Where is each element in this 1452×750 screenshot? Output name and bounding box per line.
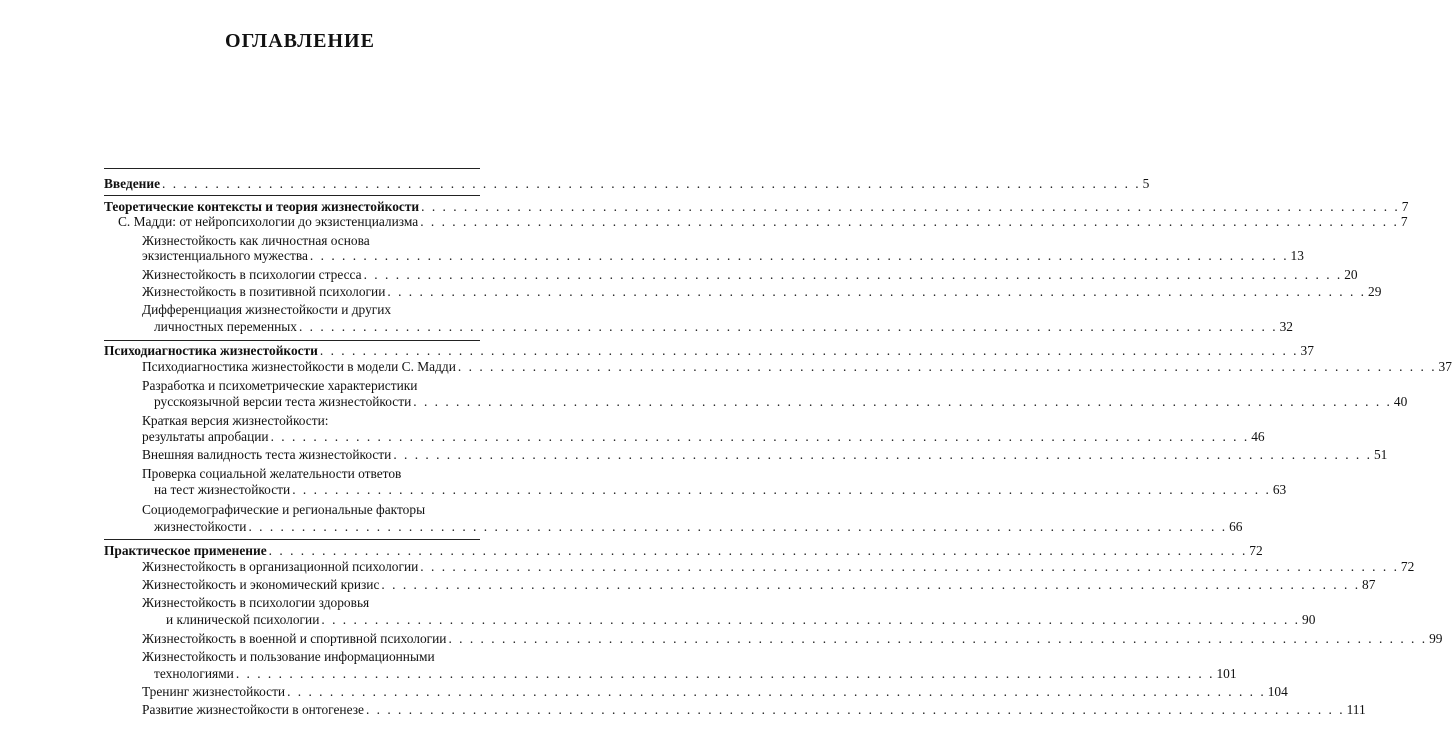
toc-entry-text: Разработка и психометрические характеристики: [142, 378, 418, 393]
toc-entry-page: 104: [1267, 684, 1288, 699]
toc-entry: [142, 446, 1388, 463]
leader-dots: [310, 247, 1289, 264]
leader-dots: [299, 318, 1278, 335]
toc-entry-text: Краткая версия жизнестойкости:: [142, 413, 329, 428]
toc-entry-text: Введение: [104, 176, 161, 191]
toc-entry-page: 32: [1279, 319, 1293, 334]
toc-entry-page: 99: [1429, 631, 1443, 646]
toc-entry-text: Практическое применение: [104, 543, 267, 558]
toc-entry-text: личностных переменных: [154, 319, 297, 334]
toc-entry-page: 20: [1344, 267, 1358, 282]
toc-entry-text: Социодемографические и региональные факторы: [142, 502, 426, 517]
toc-entry-page: 87: [1362, 577, 1376, 592]
toc-entry-text: Проверка социальной желательности ответов: [142, 466, 402, 481]
toc-entry-text: Внешняя валидность теста жизнестойкости: [142, 447, 392, 462]
toc-entry-page: 66: [1229, 519, 1243, 534]
toc-entry-text: Жизнестойкость и экономический кризис: [142, 577, 380, 592]
toc-entry: [142, 683, 1288, 700]
toc-entry-text: технологиями: [154, 666, 234, 681]
toc-entry-text: Жизнестойкость как личностная основа: [142, 233, 370, 248]
toc-entry-page: 111: [1346, 702, 1366, 717]
toc-entry: [142, 630, 1443, 647]
toc-entry: [154, 518, 1243, 535]
toc-entry-text: Жизнестойкость в психологии стресса: [142, 267, 362, 282]
leader-dots: [420, 213, 1399, 230]
toc-entry-text: экзистенциального мужества: [142, 248, 308, 263]
toc-entry-text: Жизнестойкость в организационной психологии: [142, 559, 419, 574]
toc-entry-text: Жизнестойкость в психологии здоровья: [142, 595, 370, 610]
toc-entry-text: и клинической психологии: [166, 612, 320, 627]
toc-entry: [154, 665, 1237, 682]
toc-entry-page: 63: [1272, 482, 1287, 497]
toc-entry: [142, 247, 1304, 264]
toc-entry-page: 51: [1373, 447, 1388, 462]
toc-entry-text: Жизнестойкость в позитивной психологии: [142, 284, 386, 299]
toc-entry-page: 46: [1251, 429, 1265, 444]
leader-dots: [321, 611, 1300, 628]
toc-entry: [154, 318, 1293, 335]
toc-entry-text: Тренинг жизнестойкости: [142, 684, 286, 699]
toc-entry-text: Теоретические контексты и теория жизнестойкости: [104, 199, 420, 214]
section-divider: [104, 539, 480, 540]
leader-dots: [413, 393, 1392, 410]
leader-dots: [393, 446, 1372, 463]
toc-entry: [142, 266, 1358, 283]
toc-entry-page: 7: [1401, 199, 1409, 214]
toc-entry: [142, 428, 1265, 445]
toc-entry-text: Развитие жизнестойкости в онтогенезе: [142, 702, 364, 717]
toc-entry-page: 101: [1216, 666, 1237, 681]
toc-entry-page: 13: [1290, 248, 1304, 263]
toc-entry-page: 72: [1249, 543, 1263, 558]
toc-entry: [166, 611, 1316, 628]
toc-entry-page: 72: [1400, 559, 1415, 574]
page-title: ОГЛАВЛЕНИЕ: [225, 30, 375, 52]
leader-dots: [458, 358, 1437, 375]
toc-entry-text: русскоязычной версии теста жизнестойкости: [154, 394, 412, 409]
toc-entry-text: Психодиагностика жизнестойкости: [104, 343, 318, 358]
toc-entry: [142, 576, 1376, 593]
leader-dots: [387, 283, 1366, 300]
section-divider: [104, 195, 480, 196]
leader-dots: [381, 576, 1360, 593]
toc-entry-text: Психодиагностика жизнестойкости в модели С. Мадди: [142, 359, 456, 374]
section-divider: [104, 340, 480, 341]
leader-dots: [364, 266, 1343, 283]
toc-section-title: [104, 342, 1314, 359]
leader-dots: [287, 683, 1266, 700]
leader-dots: [162, 175, 1141, 192]
toc-entry-page: 37: [1438, 359, 1452, 374]
toc-entry-text: Жизнестойкость и пользование информационными: [142, 649, 435, 664]
leader-dots: [292, 481, 1271, 498]
toc-entry-page: 7: [1400, 214, 1408, 229]
leader-dots: [248, 518, 1227, 535]
toc-entry-text: Дифференциация жизнестойкости и других: [142, 302, 392, 317]
toc-entry-text: на тест жизнестойкости: [154, 482, 291, 497]
toc-section-title: [104, 542, 1263, 559]
toc-entry-page: 90: [1302, 612, 1316, 627]
leader-dots: [366, 701, 1345, 718]
toc-entry: [118, 213, 1408, 230]
toc-entry: [142, 701, 1366, 718]
leader-dots: [271, 428, 1250, 445]
toc-entry-text: жизнестойкости: [154, 519, 247, 534]
toc-entry-introduction: [104, 175, 1150, 192]
leader-dots: [320, 342, 1299, 359]
toc-entry: [154, 481, 1287, 498]
toc-entry-text: результаты апробации: [142, 429, 269, 444]
toc-entry-page: 37: [1300, 343, 1314, 358]
toc-entry: [142, 283, 1382, 300]
toc-entry-text: Жизнестойкость в военной и спортивной психологии: [142, 631, 447, 646]
toc-entry: [154, 393, 1408, 410]
leader-dots: [448, 630, 1427, 647]
toc-entry-page: 40: [1393, 394, 1408, 409]
toc-entry-page: 5: [1142, 176, 1150, 191]
toc-entry-text: С. Мадди: от нейропсихологии до экзистенциализма: [118, 214, 419, 229]
leader-dots: [236, 665, 1215, 682]
toc-entry-page: 29: [1368, 284, 1382, 299]
leader-dots: [420, 558, 1399, 575]
leader-dots: [269, 542, 1248, 559]
section-divider: [104, 168, 480, 169]
toc-entry: [142, 358, 1452, 375]
toc-entry: [142, 558, 1415, 575]
